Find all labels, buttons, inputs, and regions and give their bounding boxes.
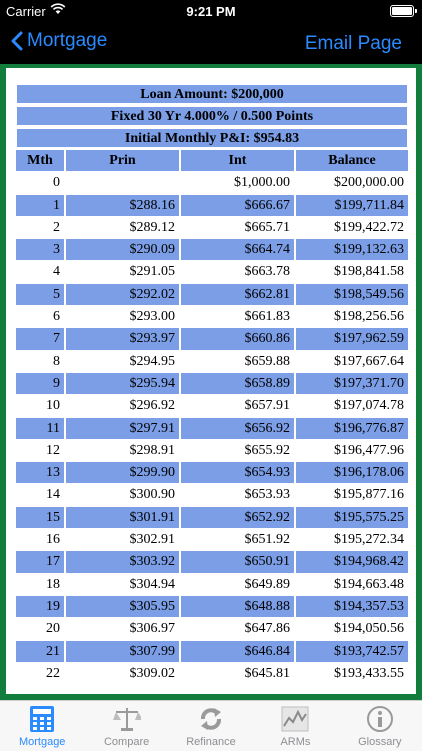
principal-cell: $291.05 bbox=[66, 261, 181, 283]
battery-icon bbox=[390, 5, 414, 17]
month-cell: 16 bbox=[16, 529, 66, 551]
table-row bbox=[16, 507, 408, 529]
balance-cell: $195,877.16 bbox=[296, 484, 408, 506]
interest-cell: $648.88 bbox=[181, 596, 296, 618]
table-body bbox=[16, 172, 408, 685]
month-cell: 17 bbox=[16, 551, 66, 573]
month-cell: 1 bbox=[16, 195, 66, 217]
amortization-table bbox=[16, 84, 408, 685]
interest-cell: $645.81 bbox=[181, 663, 296, 685]
interest-cell: $661.83 bbox=[181, 306, 296, 328]
interest-cell: $649.89 bbox=[181, 574, 296, 596]
table-row bbox=[16, 618, 408, 640]
interest-cell: $651.92 bbox=[181, 529, 296, 551]
interest-cell: $666.67 bbox=[181, 195, 296, 217]
principal-cell: $294.95 bbox=[66, 351, 181, 373]
table-row bbox=[16, 373, 408, 395]
loan-amount-header: Loan Amount: $200,000 bbox=[16, 84, 408, 104]
calculator-icon bbox=[28, 705, 56, 733]
tab-arms-label: ARMs bbox=[280, 736, 311, 748]
table-row bbox=[16, 217, 408, 239]
table-row bbox=[16, 261, 408, 283]
principal-cell: $293.00 bbox=[66, 306, 181, 328]
interest-cell: $663.78 bbox=[181, 261, 296, 283]
principal-cell: $300.90 bbox=[66, 484, 181, 506]
month-cell: 19 bbox=[16, 596, 66, 618]
column-header-interest: Int bbox=[181, 150, 296, 172]
scales-icon bbox=[113, 705, 141, 733]
month-cell: 8 bbox=[16, 351, 66, 373]
balance-cell: $198,841.58 bbox=[296, 261, 408, 283]
month-cell: 9 bbox=[16, 373, 66, 395]
principal-cell: $306.97 bbox=[66, 618, 181, 640]
monthly-payment-header: Initial Monthly P&I: $954.83 bbox=[16, 128, 408, 148]
month-cell: 5 bbox=[16, 284, 66, 306]
balance-cell: $196,477.96 bbox=[296, 440, 408, 462]
balance-cell: $196,178.06 bbox=[296, 462, 408, 484]
column-header-balance: Balance bbox=[296, 150, 408, 172]
interest-cell: $665.71 bbox=[181, 217, 296, 239]
tab-mortgage[interactable] bbox=[0, 701, 84, 751]
principal-cell: $292.02 bbox=[66, 284, 181, 306]
tab-refinance[interactable] bbox=[169, 701, 253, 751]
principal-cell: $302.91 bbox=[66, 529, 181, 551]
principal-cell bbox=[66, 172, 181, 194]
balance-cell: $196,776.87 bbox=[296, 418, 408, 440]
balance-cell: $197,074.78 bbox=[296, 395, 408, 417]
interest-cell: $647.86 bbox=[181, 618, 296, 640]
tab-compare-label: Compare bbox=[103, 736, 150, 748]
email-page-button[interactable]: Email Page bbox=[304, 33, 402, 54]
principal-cell: $304.94 bbox=[66, 574, 181, 596]
balance-cell: $199,711.84 bbox=[296, 195, 408, 217]
balance-cell: $194,968.42 bbox=[296, 551, 408, 573]
month-cell: 10 bbox=[16, 395, 66, 417]
trend-chart-icon bbox=[281, 705, 309, 733]
principal-cell: $298.91 bbox=[66, 440, 181, 462]
table-row bbox=[16, 574, 408, 596]
month-cell: 0 bbox=[16, 172, 66, 194]
interest-cell: $650.91 bbox=[181, 551, 296, 573]
principal-cell: $295.94 bbox=[66, 373, 181, 395]
principal-cell: $307.99 bbox=[66, 641, 181, 663]
principal-cell: $288.16 bbox=[66, 195, 181, 217]
column-header-month: Mth bbox=[16, 150, 66, 172]
principal-cell: $293.97 bbox=[66, 328, 181, 350]
interest-cell: $657.91 bbox=[181, 395, 296, 417]
back-button-label: Mortgage bbox=[27, 30, 108, 51]
month-cell: 3 bbox=[16, 239, 66, 261]
amortization-sheet[interactable] bbox=[6, 68, 416, 694]
month-cell: 11 bbox=[16, 418, 66, 440]
table-row bbox=[16, 596, 408, 618]
balance-cell: $197,667.64 bbox=[296, 351, 408, 373]
balance-cell: $194,050.56 bbox=[296, 618, 408, 640]
tab-glossary-label: Glossary bbox=[358, 736, 402, 748]
interest-cell: $654.93 bbox=[181, 462, 296, 484]
month-cell: 21 bbox=[16, 641, 66, 663]
table-row bbox=[16, 551, 408, 573]
clock: 9:21 PM bbox=[186, 4, 236, 19]
tab-glossary[interactable] bbox=[338, 701, 422, 751]
back-button[interactable] bbox=[10, 30, 107, 52]
interest-cell: $658.89 bbox=[181, 373, 296, 395]
balance-cell: $197,962.59 bbox=[296, 328, 408, 350]
month-cell: 20 bbox=[16, 618, 66, 640]
month-cell: 7 bbox=[16, 328, 66, 350]
table-row bbox=[16, 440, 408, 462]
interest-cell: $664.74 bbox=[181, 239, 296, 261]
table-row bbox=[16, 328, 408, 350]
info-icon bbox=[366, 705, 394, 733]
principal-cell: $309.02 bbox=[66, 663, 181, 685]
month-cell: 14 bbox=[16, 484, 66, 506]
balance-cell: $193,433.55 bbox=[296, 663, 408, 685]
interest-cell: $646.84 bbox=[181, 641, 296, 663]
balance-cell: $198,549.56 bbox=[296, 284, 408, 306]
table-row bbox=[16, 306, 408, 328]
principal-cell: $303.92 bbox=[66, 551, 181, 573]
status-bar bbox=[0, 0, 422, 24]
table-row bbox=[16, 641, 408, 663]
balance-cell: $195,272.34 bbox=[296, 529, 408, 551]
month-cell: 13 bbox=[16, 462, 66, 484]
balance-cell: $195,575.25 bbox=[296, 507, 408, 529]
month-cell: 12 bbox=[16, 440, 66, 462]
table-row bbox=[16, 284, 408, 306]
refresh-arrows-icon bbox=[197, 705, 225, 733]
table-row bbox=[16, 663, 408, 685]
interest-cell: $656.92 bbox=[181, 418, 296, 440]
month-cell: 18 bbox=[16, 574, 66, 596]
table-row bbox=[16, 239, 408, 261]
tab-refinance-label: Refinance bbox=[186, 736, 236, 748]
interest-cell: $662.81 bbox=[181, 284, 296, 306]
table-row bbox=[16, 395, 408, 417]
tab-mortgage-label: Mortgage bbox=[18, 736, 66, 748]
navigation-bar bbox=[0, 24, 422, 64]
tab-bar bbox=[0, 700, 422, 751]
table-row bbox=[16, 351, 408, 373]
column-header-principal: Prin bbox=[66, 150, 181, 172]
balance-cell: $194,357.53 bbox=[296, 596, 408, 618]
interest-cell: $1,000.00 bbox=[181, 172, 296, 194]
interest-cell: $659.88 bbox=[181, 351, 296, 373]
principal-cell: $299.90 bbox=[66, 462, 181, 484]
month-cell: 4 bbox=[16, 261, 66, 283]
chevron-left-icon bbox=[10, 31, 23, 51]
principal-cell: $289.12 bbox=[66, 217, 181, 239]
column-header-row bbox=[16, 150, 408, 172]
principal-cell: $297.91 bbox=[66, 418, 181, 440]
interest-cell: $660.86 bbox=[181, 328, 296, 350]
table-row bbox=[16, 172, 408, 194]
tab-compare[interactable] bbox=[84, 701, 168, 751]
month-cell: 15 bbox=[16, 507, 66, 529]
principal-cell: $296.92 bbox=[66, 395, 181, 417]
table-row bbox=[16, 195, 408, 217]
month-cell: 6 bbox=[16, 306, 66, 328]
loan-terms-header: Fixed 30 Yr 4.000% / 0.500 Points bbox=[16, 106, 408, 126]
balance-cell: $193,742.57 bbox=[296, 641, 408, 663]
table-row bbox=[16, 529, 408, 551]
carrier-label: Carrier bbox=[6, 4, 46, 19]
interest-cell: $655.92 bbox=[181, 440, 296, 462]
table-row bbox=[16, 462, 408, 484]
principal-cell: $305.95 bbox=[66, 596, 181, 618]
balance-cell: $199,422.72 bbox=[296, 217, 408, 239]
principal-cell: $290.09 bbox=[66, 239, 181, 261]
month-cell: 22 bbox=[16, 663, 66, 685]
balance-cell: $199,132.63 bbox=[296, 239, 408, 261]
tab-arms[interactable] bbox=[253, 701, 337, 751]
principal-cell: $301.91 bbox=[66, 507, 181, 529]
table-row bbox=[16, 418, 408, 440]
interest-cell: $652.92 bbox=[181, 507, 296, 529]
content-frame bbox=[0, 64, 422, 700]
balance-cell: $198,256.56 bbox=[296, 306, 408, 328]
month-cell: 2 bbox=[16, 217, 66, 239]
balance-cell: $194,663.48 bbox=[296, 574, 408, 596]
balance-cell: $197,371.70 bbox=[296, 373, 408, 395]
interest-cell: $653.93 bbox=[181, 484, 296, 506]
table-row bbox=[16, 484, 408, 506]
balance-cell: $200,000.00 bbox=[296, 172, 408, 194]
